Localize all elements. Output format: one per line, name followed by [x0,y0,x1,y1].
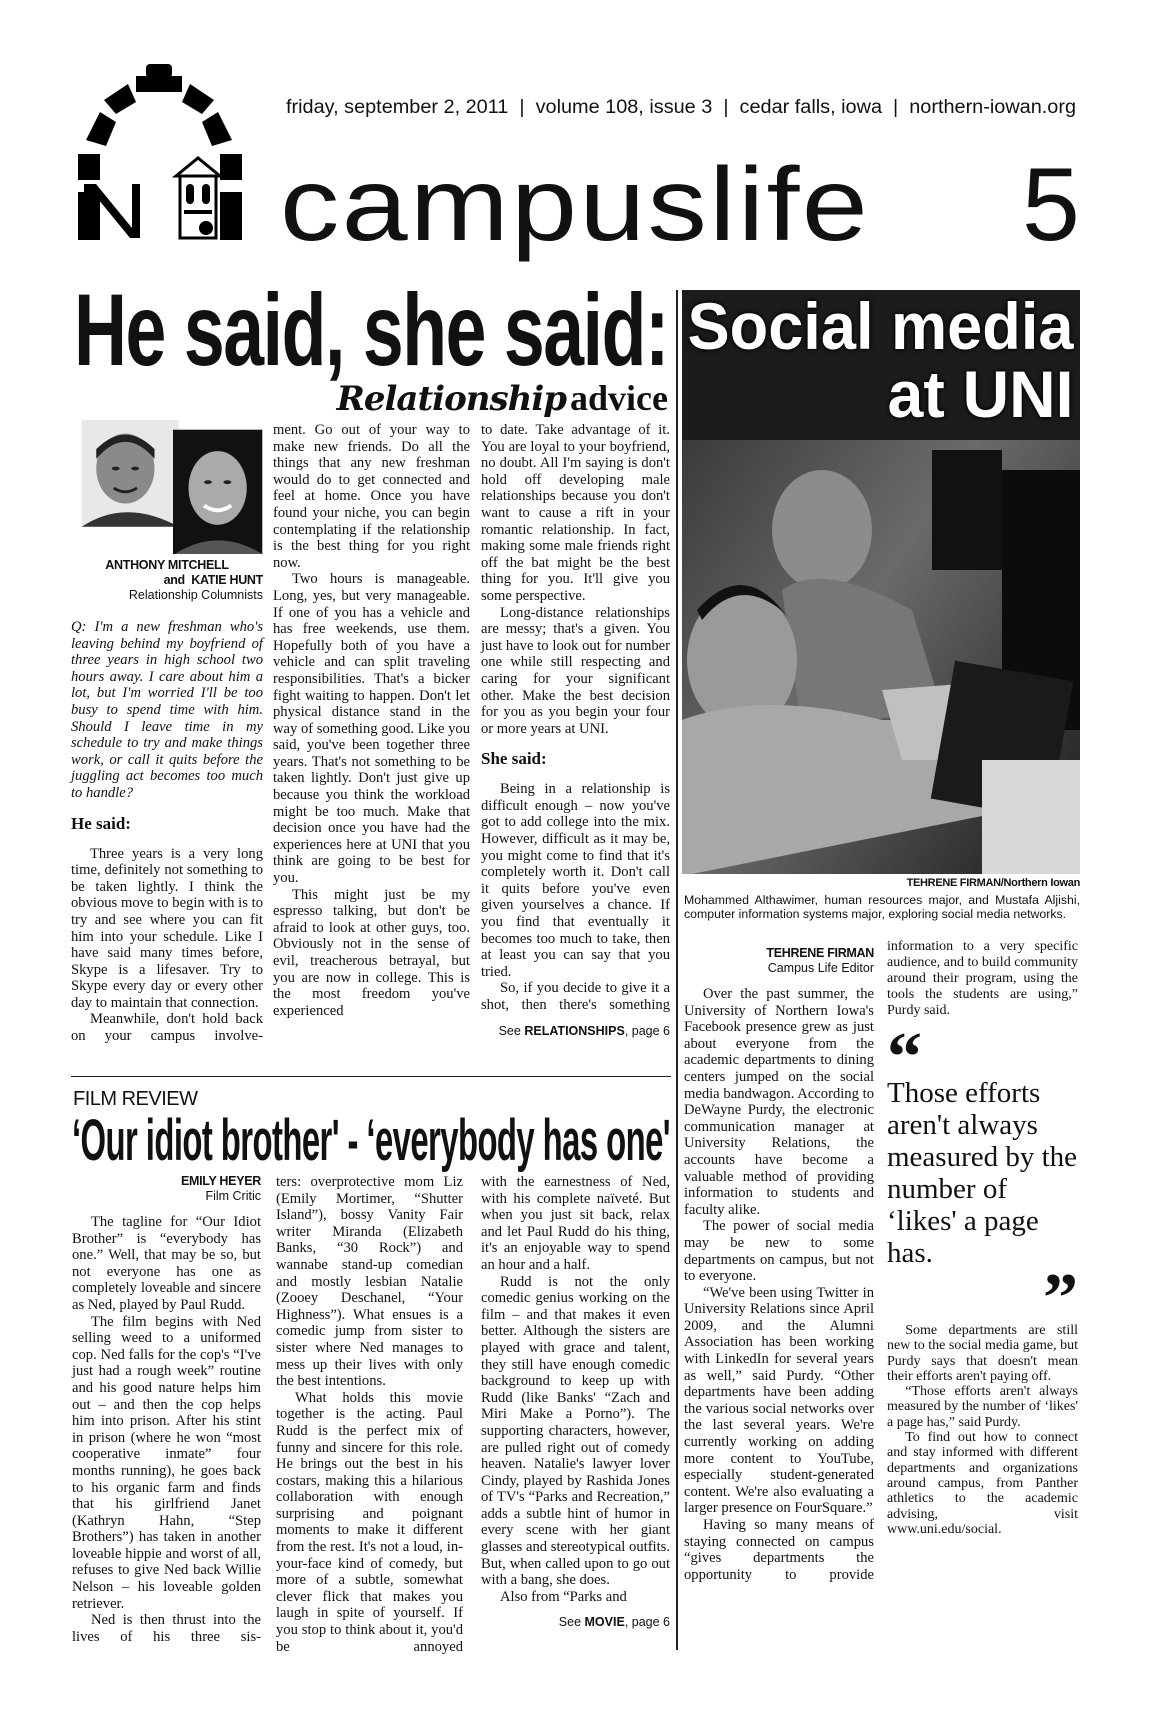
pull-quote [887,1033,1078,1313]
photo-headline-line-1: Social media [688,290,1074,363]
paragraph: To find out how to connect and stay informed with different departments and organizations around campus, from Panther athletics to the academic advising, visit www.uni.edu/social. [887,1430,1078,1537]
relationship-column-1 [71,558,263,1045]
dateline-text: friday, september 2, 2011 | volume 108, issue 3 | cedar falls, iowa | northern-iowan.org [286,97,1076,118]
jump-page: , page 6 [624,1023,670,1038]
uni-logo [76,62,256,242]
pull-quote-text: Those efforts aren't always measured by the number of ‘likes' a page has. [887,1077,1078,1269]
byline-names-2: and KATIE HUNT [163,573,263,587]
paragraph: Meanwhile, don't hold back on your campus involve- [71,1011,263,1045]
relationship-byline [71,558,263,603]
film-review [0,1086,676,1686]
film-column-1 [72,1174,261,1645]
reader-question: Q: I'm a new freshman who's leaving behind my boyfriend of three years in high school two hours away. I care about him a lot, but I'm worried I'll be too busy to spend time with him. Should I leave time in my schedule to try and make things work, or call it quits before the juggling act becomes too much to handle? [71,619,263,801]
she-said-heading: She said: [481,749,547,769]
paragraph: “Those efforts aren't always measured by the number of ‘likes' a page has,” said Purdy. [887,1384,1078,1430]
paragraph: Ned is then thrust into the lives of his three sis- [72,1612,261,1645]
movie-jump-link[interactable] [481,1615,670,1630]
subhead-advice: advice [570,378,668,418]
film-kicker: FILM REVIEW [73,1088,198,1110]
film-column-2 [276,1174,463,1655]
relationship-column-3 [481,422,670,1039]
byline-name: TEHRENE FIRMAN [766,946,874,960]
paragraph: Two hours is manageable. Long, yes, but very manageable. If one of you has a vehicle and has free weekends, use them. Hopefully both of you have a vehicle and can split traveling responsibilities. That's a bicker fight waiting to happen. Don't let physical distance stand in the way of something good. Like you said, you've been together three years. That's not something to be taken lightly. Don't just give up because you think the workload might be too much. Make that decision once you have had the experiences here at UNI that you think are going to be best for you. [273,571,470,887]
photo-credit: TEHRENE FIRMAN/Northern Iowan [906,877,1080,889]
paragraph: Being in a relationship is difficult enough – now you've got to add college into the mix. However, difficult as it may be, you might come to find that it's completely worth it. Don't call it quits before you've even given yourselves a chance. If you find that eventually it becomes too much to take, then at least you can say that you tried. [481,781,670,980]
paragraph: The film begins with Ned selling weed to a uniformed cop. Ned falls for the cop's “I've just had a rough week” routine and his good nature helps him out – and then the cop helps him into prison. After his stint in prison (where he won “most cooperative inmate” four months running), he goes back to his organic farm and finds that his girlfriend Janet (Kathryn Hahn, “Step Brothers”) has taken in another loveable hippie and worst of all, refuses to give Ned back Willie Nelson – his loveable golden retriever. [72,1313,261,1612]
paragraph: Also from “Parks and [499,1588,627,1605]
dateline [286,97,1076,119]
film-headline-text: ‘Our idiot brother' - ‘everybody has one' [72,1108,670,1173]
relationship-subhead [300,378,668,418]
section-divider [71,1076,671,1077]
he-said-heading: He said: [71,813,131,833]
relationship-headline [74,273,668,387]
social-column-1 [684,946,874,1583]
photo-caption-block [684,876,1080,921]
paragraph: information to a very specific audience, and to build community around their program, using the tools the students are using,” Purdy said. [887,939,1078,1018]
social-byline [684,946,874,976]
paragraph: with the earnestness of Ned, with his complete naïveté. But when you just sit back, relax and let Paul Rudd do his thing, it's an enjoyable way to spend an hour and a half. [481,1174,670,1273]
paragraph: The power of social media may be new to some departments on campus, but not to everyone. [684,1218,874,1285]
byline-title: Film Critic [205,1189,261,1203]
jump-target: MOVIE [584,1615,625,1630]
byline-title: Relationship Columnists [128,588,263,602]
paragraph: So, if you decide to give it a shot, then there's something [481,980,670,1013]
paragraph: “We've been using Twitter in University Relations since April 2009, and the Alumni Association has been working with LinkedIn for several years as well,” said Purdy. “Other departments have been adding the various social networks over the last several years. We're currently working on adding more content to YouTube, especially student-generated content. We're also evaluating a larger presence on FourSquare.” [684,1284,874,1517]
paragraph: Over the past summer, the University of Northern Iowa's Facebook presence grew as just about everyone from the academic departments to dining centers jumped on the social media bandwagon. According to DeWayne Purdy, the electronic communication manager at University Relations, the accounts have become a valuable method of providing information to students and faculty alike. [684,986,874,1218]
paragraph: Some departments are still new to the social media game, but Purdy says that doesn't mean their efforts aren't paying off. [887,1323,1078,1384]
jump-page: , page 6 [624,1615,670,1630]
paragraph: Three years is a very long time, definitely not something to be taken lightly. I think the obvious move to begin with is to try and see where you can fit him into your schedule. Like I have said many times before, Skype is a lifesaver. Try to Skype every day or every other day to maintain that connection. [71,845,263,1011]
subhead-script: Relationship [336,379,567,419]
byline-title: Campus Life Editor [767,961,874,975]
byline-name: EMILY HEYER [180,1174,261,1188]
film-column-3 [481,1174,670,1630]
photo-headline-line-2: at UNI [888,357,1074,431]
relationship-headline-text: He said, she said: [74,273,668,387]
paragraph: This might just be my espresso talking, but don't be afraid to look at other guys, too. Obviously not in the sense of evil, treacherous betrayal, but you are now in college. This is the most freedom you've experienced [273,886,470,1019]
paragraph: What holds this movie together is the acting. Paul Rudd is the perfect mix of funny and sincere for this role. He brings out the best in his costars, making this a hilarious collaboration with enough surprising and poignant moments to make it different from the rest. It's not a loud, in-your-face kind of comedy, but more of a subtle, somewhat clever flick that makes you laugh in spite of yourself. If you stop to think about it, you'd be annoyed [276,1389,463,1655]
section-title-text: campuslife [280,147,870,263]
close-quote-icon: ” [1043,1269,1078,1313]
jump-see: See [498,1023,521,1038]
social-media-photo [682,290,1080,874]
relationship-column-2 [273,422,470,1019]
column-rule [676,290,678,1650]
paragraph: to date. Take advantage of it. You are loyal to your boyfriend, no doubt. All I'm saying is don't hold off developing male relationships because you don't want to cause a rift in your romantic relationship. In fact, making some male friends right off the bat might be the best thing for you. It'll give you some perspective. [481,422,670,604]
columnist-photos [79,420,265,554]
paragraph: ment. Go out of your way to make new friends. Do all the things that any new freshman would do to get connected and feel at home. Once you have found your niche, you can begin contemplating if the relationship is the best thing for you right now. [273,422,470,571]
byline-names-1: ANTHONY MITCHELL [105,558,229,572]
page-number: 5 [1022,147,1080,263]
photo-caption: Mohammed Althawimer, human resources major, and Mustafa Aljishi, computer information systems major, exploring social media networks. [684,893,1080,921]
section-title [280,147,870,263]
open-quote-icon: “ [887,1033,922,1077]
jump-target: RELATIONSHIPS [524,1023,625,1038]
relationships-jump-link[interactable] [481,1024,670,1039]
paragraph: ters: overprotective mom Liz (Emily Mortimer, “Shutter Island”), bossy Vanity Fair writer Miranda (Elizabeth Banks, “30 Rock”) and wannabe stand-up comedian and mostly lesbian Natalie (Zooey Deschanel, “Your Highness”). What ensues is a comedic jump from sister to sister where Ned manages to mess up their lives with only the best intentions. [276,1174,463,1390]
paragraph: Long-distance relationships are messy; that's a given. You just have to look out for number one while still respecting and caring for your significant other. Make the best decision for you as you begin your four or more years at UNI. [481,604,670,737]
paragraph: Rudd is not the only comedic genius working on the film – and that makes it even better. Although the sisters are played with grace and talent, they still have enough comedic background to keep up with Rudd (like Banks' “Zach and Miri Make a Porno”). The supporting characters, however, are pulled right out of comedy heaven. Natalie's lawyer lover Cindy, played by Rashida Jones of TV's “Parks and Recreation,” adds a subtle hint of humor in every scene with her giant glasses and stereotypical outfits. But, when called upon to go out with a bang, she does. [481,1273,670,1589]
social-column-2 [887,939,1078,1537]
photo-headline [682,290,1074,431]
film-byline [72,1174,261,1204]
paragraph: The tagline for “Our Idiot Brother” is “everybody has one.” Well, that may be so, but not everyone has one as completely loveable and sincere as Ned, played by Paul Rudd. [72,1214,261,1313]
jump-see: See [558,1615,582,1630]
paragraph: Having so many means of staying connected on campus “gives departments the opportunity to provide [684,1517,874,1583]
film-headline [72,1108,670,1173]
